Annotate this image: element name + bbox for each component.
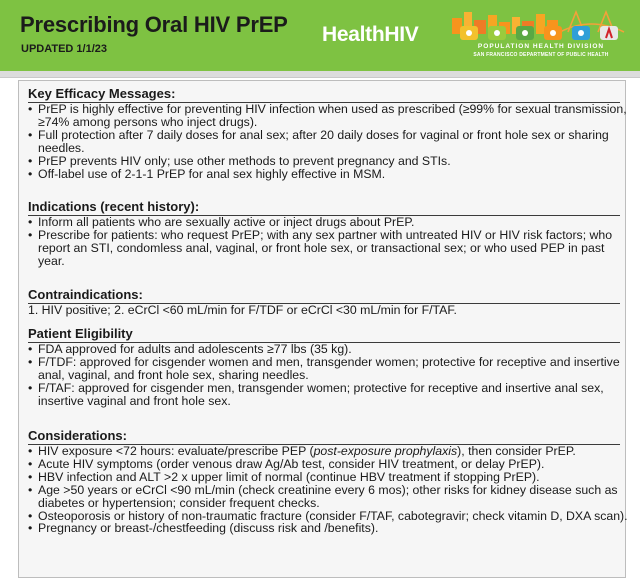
section-efficacy xyxy=(28,86,628,180)
header-divider xyxy=(0,71,640,78)
eligibility-list xyxy=(28,343,628,408)
section-heading: Contraindications: xyxy=(28,287,620,304)
list-item: • FDA approved for adults and adolescents ≥77 lbs (35 kg). xyxy=(28,343,628,356)
list-item: • Prescribe for patients: who request PrEP; with any sex partner with untreated HIV or HIV risk factors; who report an STI, condomless anal, vaginal, or front hole sex, or transactional sex; or who used PEP in past year. xyxy=(28,229,628,268)
item-text: ), then consider PrEP. xyxy=(457,444,576,458)
item-italic-text: post-exposure prophylaxis xyxy=(313,444,458,458)
list-item: • PrEP prevents HIV only; use other methods to prevent pregnancy and STIs. xyxy=(28,155,628,168)
list-item: • F/TAF: approved for cisgender men, transgender women; protective for receptive and insertive anal sex, insertive vaginal and front hole sex. xyxy=(28,382,628,408)
list-item: • PrEP is highly effective for preventing HIV infection when used as prescribed (≥99% for sexual transmission, ≥74% among persons who inject drugs). xyxy=(28,103,628,129)
updated-date: UPDATED 1/1/23 xyxy=(21,43,107,55)
population-health-division-logo xyxy=(448,8,634,64)
city-skyline-icon xyxy=(448,8,634,42)
section-heading: Key Efficacy Messages: xyxy=(28,86,620,103)
header-bar xyxy=(0,0,640,71)
section-considerations xyxy=(28,428,628,535)
section-heading: Patient Eligibility xyxy=(28,326,620,343)
list-item: • Full protection after 7 daily doses for anal sex; after 20 daily doses for vaginal or front hole sex or sharing needles. xyxy=(28,129,628,155)
considerations-list xyxy=(28,445,628,535)
section-eligibility xyxy=(28,326,628,408)
list-item: • HBV infection and ALT >2 x upper limit of normal (continue HBV treatment if stopping PrEP). xyxy=(28,471,628,484)
logo-department-text: SAN FRANCISCO DEPARTMENT OF PUBLIC HEALTH xyxy=(473,52,609,58)
document-title: Prescribing Oral HIV PrEP xyxy=(20,12,288,37)
efficacy-list xyxy=(28,103,628,180)
section-indications xyxy=(28,199,628,268)
healthhiv-logo: HealthHIV xyxy=(322,23,419,46)
list-item: • Inform all patients who are sexually active or inject drugs about PrEP. xyxy=(28,216,628,229)
list-item: • Osteoporosis or history of non-traumatic fracture (consider F/TAF, cabotegravir; check vitamin D, DXA scan). xyxy=(28,510,628,523)
contraindications-text: 1. HIV positive; 2. eCrCl <60 mL/min for F/TDF or eCrCl <30 mL/min for F/TAF. xyxy=(28,303,457,317)
list-item: • Off-label use of 2-1-1 PrEP for anal sex highly effective in MSM. xyxy=(28,168,628,181)
list-item: • F/TDF: approved for cisgender women and men, transgender women; protective for receptive and insertive anal, vaginal, and front hole sex, sharing needles. xyxy=(28,356,628,382)
list-item xyxy=(28,445,628,458)
list-item: • Pregnancy or breast-/chestfeeding (discuss risk and /benefits). xyxy=(28,522,628,535)
section-heading: Indications (recent history): xyxy=(28,199,620,216)
section-contraindications xyxy=(28,287,628,317)
logo-division-text: POPULATION HEALTH DIVISION xyxy=(477,43,605,50)
indications-list xyxy=(28,216,628,268)
list-item: • Age >50 years or eCrCl <90 mL/min (check creatinine every 6 mos); other risks for kidney disease such as diabetes or hypertension; consider frequent checks. xyxy=(28,484,628,510)
item-text: HIV exposure <72 hours: evaluate/prescribe PEP ( xyxy=(38,444,314,458)
list-item: • Acute HIV symptoms (order venous draw Ag/Ab test, consider HIV treatment, or delay PrEP). xyxy=(28,458,628,471)
section-heading: Considerations: xyxy=(28,428,620,445)
